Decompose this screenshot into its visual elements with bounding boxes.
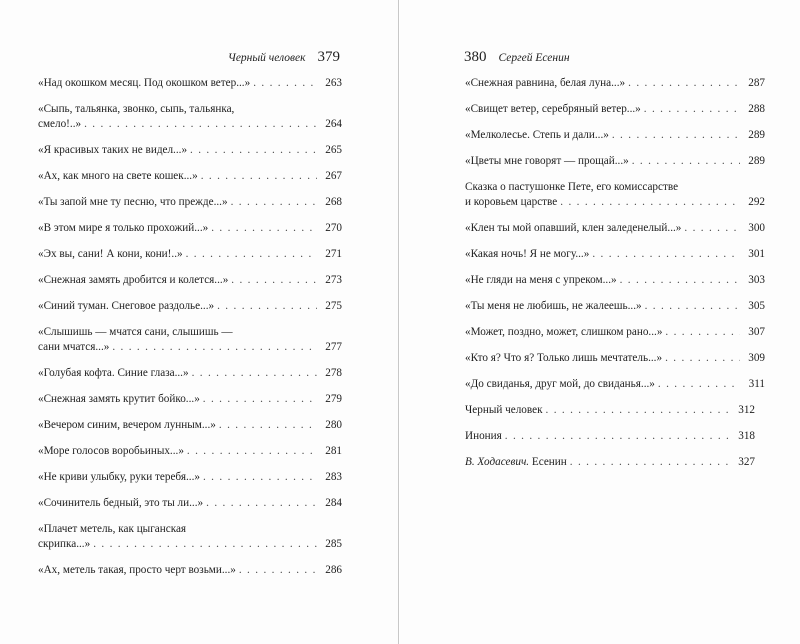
toc-entry-text: «Я красивых таких не видел...»	[38, 144, 188, 156]
toc-entry-text: «Вечером синим, вечером лунным...»	[38, 419, 216, 431]
toc-entry-text: «Ты меня не любишь, не жалеешь...»	[465, 300, 642, 312]
toc-entry-page: 289	[748, 129, 765, 141]
toc-entry-page: 327	[738, 456, 755, 468]
dot-leader	[612, 128, 740, 143]
toc-entry-title	[38, 340, 109, 355]
toc-entry-title	[465, 299, 642, 314]
toc-entry	[38, 444, 342, 459]
toc-entry-row	[38, 195, 342, 210]
toc-entry	[38, 102, 342, 132]
toc-entry-page: 311	[748, 378, 765, 390]
toc-entry-page: 263	[325, 77, 342, 89]
toc-entry	[465, 403, 765, 418]
toc-entry-text: «Снежная равнина, белая луна...»	[465, 77, 626, 89]
toc-entry-title	[465, 325, 662, 340]
toc-entry-page: 300	[748, 222, 765, 234]
toc-entry-row	[38, 470, 342, 485]
toc-entry-text: Инония	[465, 430, 502, 442]
left-page	[0, 0, 399, 644]
toc-entry-title	[465, 455, 567, 470]
dot-leader	[186, 247, 317, 262]
toc-entry-row	[465, 221, 765, 236]
toc-entry-text: «Синий туман. Снеговое раздолье...»	[38, 300, 215, 312]
toc-entry-title	[465, 403, 543, 418]
toc-entry	[465, 247, 765, 262]
toc-entry	[465, 377, 765, 392]
dot-leader	[206, 496, 317, 511]
toc-entry-title	[38, 444, 184, 459]
toc-entry-page: 278	[325, 367, 342, 379]
toc-entry	[465, 154, 765, 169]
toc-entry-row	[38, 247, 342, 262]
toc-entry-title	[38, 418, 216, 433]
toc-entry-title	[465, 102, 641, 117]
dot-leader	[187, 444, 317, 459]
toc-entry-text: Есенин	[531, 456, 567, 468]
dot-leader	[192, 366, 317, 381]
toc-entry-title	[465, 154, 629, 169]
toc-entry-text: «Снежная замять крутит бойко...»	[38, 393, 200, 405]
toc-entry-page: 284	[325, 497, 342, 509]
toc-entry-title	[38, 117, 81, 132]
toc-entry-title	[38, 221, 208, 236]
toc-entry-page: 301	[748, 248, 765, 260]
toc-entry-page: 292	[748, 196, 765, 208]
toc-entry	[38, 143, 342, 158]
toc-entry-row	[465, 377, 765, 392]
toc-entry-text: Черный человек	[465, 404, 543, 416]
toc-entry-row	[38, 273, 342, 288]
toc-entry	[465, 273, 765, 288]
dot-leader	[546, 403, 730, 418]
dot-leader	[239, 563, 317, 578]
toc-entry-page: 312	[738, 404, 755, 416]
toc-entry	[38, 522, 342, 552]
toc-entry	[38, 496, 342, 511]
dot-leader	[645, 299, 740, 314]
toc-entry-title	[38, 537, 90, 552]
toc-entry-row	[38, 444, 342, 459]
toc-entry-page: 280	[325, 419, 342, 431]
toc-entry	[38, 392, 342, 407]
toc-entry-row	[38, 299, 342, 314]
toc-entry	[465, 299, 765, 314]
toc-entry-row	[38, 221, 342, 236]
toc-entry-text: «Сочинитель бедный, это ты ли...»	[38, 497, 204, 509]
toc-entry-title	[38, 392, 200, 407]
toc-entry-text: «Какая ночь! Я не могу...»	[465, 248, 590, 260]
toc-entry-title	[38, 299, 214, 314]
table-of-contents-left	[38, 76, 342, 589]
toc-entry-text: «Голубая кофта. Синие глаза...»	[38, 367, 189, 379]
toc-entry	[38, 169, 342, 184]
toc-entry-text: «Эх вы, сани! А кони, кони!..»	[38, 248, 183, 260]
toc-entry-title	[465, 247, 589, 262]
toc-entry-title	[38, 76, 250, 91]
toc-entry-page: 281	[325, 445, 342, 457]
dot-leader	[211, 221, 317, 236]
toc-entry-page: 307	[748, 326, 765, 338]
toc-entry-page: 268	[325, 196, 342, 208]
toc-entry-text: «Ах, как много на свете кошек...»	[38, 170, 198, 182]
toc-entry	[38, 273, 342, 288]
toc-entry-title	[465, 273, 617, 288]
toc-entry-title	[38, 273, 228, 288]
toc-entry-row	[38, 496, 342, 511]
toc-entry-page: 283	[325, 471, 342, 483]
dot-leader	[201, 169, 317, 184]
toc-entry	[38, 470, 342, 485]
toc-entry-row	[38, 392, 342, 407]
toc-entry-page: 264	[325, 118, 342, 130]
toc-entry-row	[38, 366, 342, 381]
toc-entry-page: 289	[748, 155, 765, 167]
toc-entry-row	[465, 154, 765, 169]
toc-entry-title	[465, 195, 557, 210]
toc-entry-row	[38, 76, 342, 91]
toc-entry-text: «В этом мире я только прохожий...»	[38, 222, 209, 234]
toc-entry-text: и коровьем царстве	[465, 196, 558, 208]
toc-entry	[465, 221, 765, 236]
toc-entry-page: 270	[325, 222, 342, 234]
toc-entry-title	[465, 377, 655, 392]
dot-leader	[93, 537, 317, 552]
toc-entry-row	[38, 340, 342, 355]
toc-entry-text: скрипка...»	[38, 538, 91, 550]
dot-leader	[620, 273, 740, 288]
toc-entry-text: «Море голосов воробьиных...»	[38, 445, 184, 457]
dot-leader	[217, 299, 317, 314]
toc-entry-text: «Ты запой мне ту песню, что прежде...»	[38, 196, 228, 208]
toc-entry-text: «Свищет ветер, серебряный ветер...»	[465, 103, 641, 115]
toc-entry-title	[38, 366, 189, 381]
toc-entry	[38, 563, 342, 578]
toc-entry-page: 277	[325, 341, 342, 353]
toc-entry	[38, 325, 342, 355]
toc-entry-line: «Плачет метель, как цыганская	[38, 523, 187, 535]
toc-entry-text: «Мелколесье. Степь и дали...»	[465, 129, 609, 141]
dot-leader	[203, 392, 317, 407]
dot-leader	[203, 470, 317, 485]
toc-entry-text: «Может, поздно, может, слишком рано...»	[465, 326, 663, 338]
dot-leader	[570, 455, 730, 470]
page-number: 379	[317, 49, 340, 65]
toc-entry-title	[465, 221, 681, 236]
left-page-header	[228, 49, 340, 66]
toc-entry	[465, 76, 765, 91]
dot-leader	[112, 340, 317, 355]
toc-entry-page: 279	[325, 393, 342, 405]
toc-entry-row	[465, 325, 765, 340]
dot-leader	[684, 221, 740, 236]
toc-entry-row	[465, 455, 755, 470]
toc-entry	[38, 418, 342, 433]
dot-leader	[628, 76, 740, 91]
toc-entry-text: «Не криви улыбку, руки теребя...»	[38, 471, 200, 483]
toc-entry-title	[38, 195, 228, 210]
toc-entry-page: 286	[325, 564, 342, 576]
toc-entry-text: «Снежная замять дробится и колется...»	[38, 274, 229, 286]
dot-leader	[560, 195, 740, 210]
right-page-header	[464, 49, 570, 66]
toc-entry-row	[38, 563, 342, 578]
toc-entry-text: «До свиданья, друг мой, до свиданья...»	[465, 378, 655, 390]
toc-entry-row	[38, 418, 342, 433]
toc-entry-row	[465, 351, 765, 366]
dot-leader	[644, 102, 740, 117]
toc-entry-page: 265	[325, 144, 342, 156]
toc-entry-page: 275	[325, 300, 342, 312]
toc-entry-row	[465, 273, 765, 288]
dot-leader	[219, 418, 317, 433]
toc-entry-title	[38, 169, 198, 184]
running-title: Сергей Есенин	[498, 52, 570, 64]
toc-entry	[38, 247, 342, 262]
toc-entry-text: «Над окошком месяц. Под окошком ветер...»	[38, 77, 251, 89]
toc-entry	[465, 351, 765, 366]
toc-entry-row	[465, 76, 765, 91]
toc-entry	[465, 429, 765, 444]
running-title: Черный человек	[227, 52, 306, 64]
dot-leader	[190, 143, 317, 158]
dot-leader	[253, 76, 317, 91]
toc-entry-text: «Ах, метель такая, просто черт возьми...»	[38, 564, 236, 576]
toc-entry-row	[465, 403, 755, 418]
toc-entry-row	[465, 247, 765, 262]
toc-entry-page: 303	[748, 274, 765, 286]
right-page	[400, 0, 800, 644]
toc-entry	[465, 102, 765, 117]
toc-entry	[465, 128, 765, 143]
toc-entry-page: 288	[748, 103, 765, 115]
dot-leader	[658, 377, 740, 392]
dot-leader	[231, 273, 317, 288]
toc-entry	[38, 366, 342, 381]
toc-entry-title	[465, 429, 502, 444]
dot-leader	[665, 325, 740, 340]
toc-entry-author: В. Ходасевич.	[465, 456, 530, 468]
toc-entry-text: «Не гляди на меня с упреком...»	[465, 274, 617, 286]
toc-entry	[38, 76, 342, 91]
toc-entry-page: 267	[325, 170, 342, 182]
toc-entry	[38, 221, 342, 236]
toc-entry-row	[465, 429, 755, 444]
table-of-contents-right	[465, 76, 765, 481]
toc-entry-row	[465, 128, 765, 143]
toc-entry-title	[38, 143, 187, 158]
dot-leader	[84, 117, 317, 132]
toc-entry-line: «Сыпь, тальянка, звонко, сыпь, тальянка,	[38, 103, 235, 115]
toc-entry	[38, 195, 342, 210]
toc-entry-title	[465, 351, 662, 366]
toc-entry-page: 287	[748, 77, 765, 89]
toc-entry-page: 318	[738, 430, 755, 442]
toc-entry	[465, 180, 765, 210]
toc-entry-page: 273	[325, 274, 342, 286]
toc-entry-title	[465, 128, 609, 143]
toc-entry-text: смело!..»	[38, 118, 82, 130]
toc-entry-page: 309	[748, 352, 765, 364]
toc-entry-text: «Кто я? Что я? Только лишь мечтатель...»	[465, 352, 663, 364]
toc-entry-row	[465, 299, 765, 314]
toc-entry-row	[38, 117, 342, 132]
toc-entry-text: «Цветы мне говорят — прощай...»	[465, 155, 629, 167]
toc-entry-page: 271	[325, 248, 342, 260]
toc-entry	[38, 299, 342, 314]
toc-entry-title	[38, 470, 200, 485]
toc-entry-line: Сказка о пастушонке Пете, его комиссарстве	[465, 181, 679, 193]
toc-entry-title	[38, 247, 183, 262]
toc-entry-text: «Клен ты мой опавший, клен заледенелый...»	[465, 222, 682, 234]
dot-leader	[632, 154, 740, 169]
toc-entry-page: 305	[748, 300, 765, 312]
dot-leader	[665, 351, 740, 366]
toc-entry-row	[38, 169, 342, 184]
dot-leader	[231, 195, 317, 210]
toc-entry-row	[38, 537, 342, 552]
toc-entry-row	[465, 102, 765, 117]
toc-entry-line: «Слышишь — мчатся сани, слышишь —	[38, 326, 233, 338]
toc-entry-title	[38, 496, 203, 511]
toc-entry-row	[465, 195, 765, 210]
toc-entry	[465, 325, 765, 340]
toc-entry-title	[38, 563, 236, 578]
toc-entry-text: сани мчатся...»	[38, 341, 110, 353]
dot-leader	[592, 247, 740, 262]
page-number: 380	[464, 49, 487, 65]
toc-entry-title	[465, 76, 625, 91]
toc-entry-row	[38, 143, 342, 158]
toc-entry-page: 285	[325, 538, 342, 550]
dot-leader	[505, 429, 730, 444]
toc-entry	[465, 455, 765, 470]
